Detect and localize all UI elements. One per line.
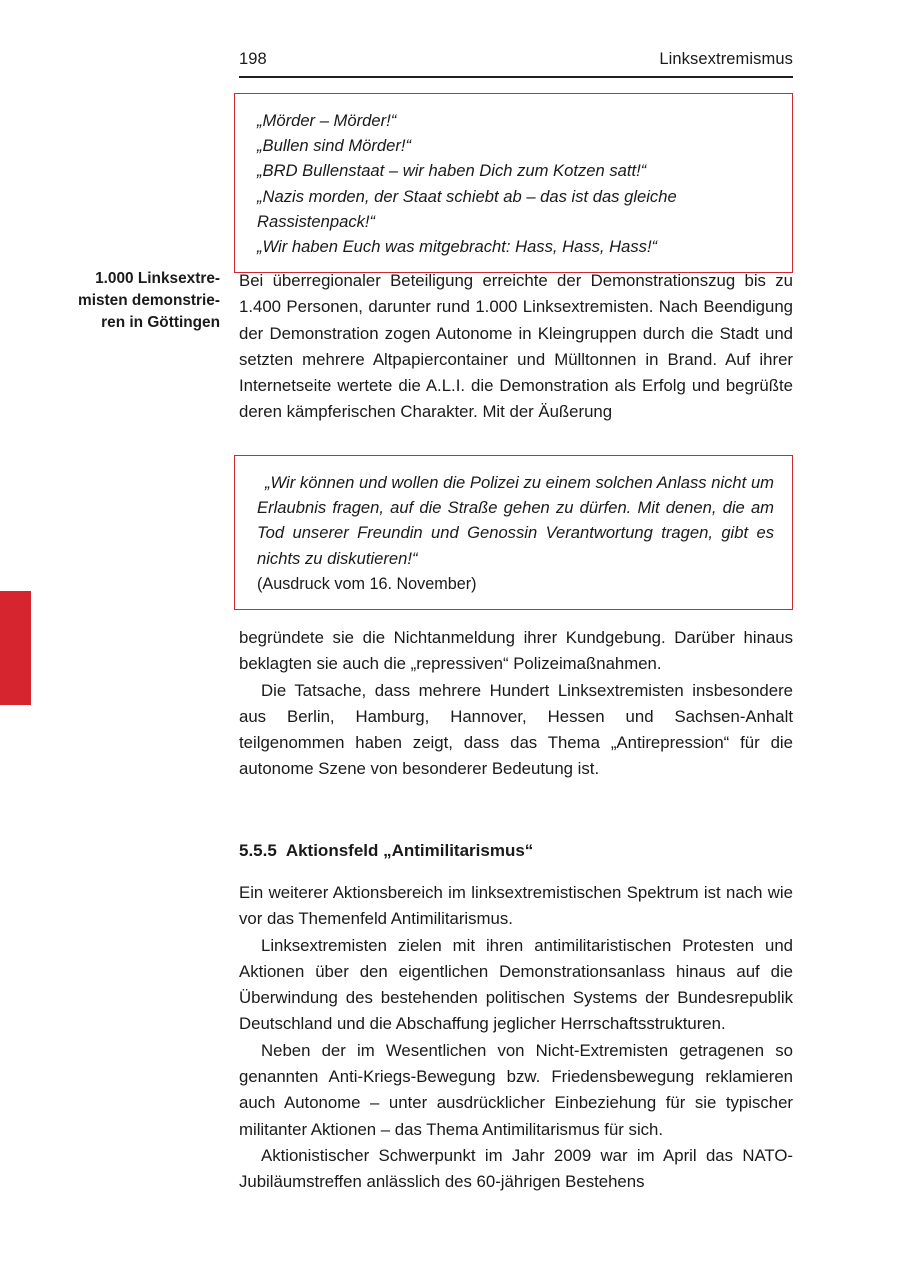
paragraph: Ein weiterer Aktionsbereich im linksextremistischen Spektrum ist nach wie vor das Themenfeld Antimilitarismus. <box>239 883 793 929</box>
paragraph: Linksextremisten zielen mit ihren antimilitaristischen Protesten und Aktionen über den eigentlichen Demonstrationsanlass hinaus auf die Überwindung des bestehenden politischen Systems der Bundesrepublik Deutschland und die Abschaffung jeglicher Herrschaftsstrukturen. <box>239 935 793 1034</box>
quote-source: (Ausdruck vom 16. November) <box>257 574 477 593</box>
body-block-middle <box>239 625 793 783</box>
paragraph: Neben der im Wesentlichen von Nicht-Extremisten getragenen so genannten Anti-Kriegs-Bewegung bzw. Friedensbewegung reklamieren auch Autonome – unter ausdrücklicher Einbeziehung für sie typischer militanter Aktionen – das Thema Antimilitarismus für sich. <box>239 1040 793 1139</box>
margin-note <box>30 268 220 334</box>
quote-line: „Nazis morden, der Staat schiebt ab – das ist das gleiche Rassistenpack!“ <box>257 186 677 231</box>
margin-note-line: 1.000 Linksextre- <box>95 270 220 287</box>
quote-line: „Wir haben Euch was mitgebracht: Hass, Hass, Hass!“ <box>257 237 658 257</box>
section-number: 5.5.5 <box>239 841 277 860</box>
section-heading <box>239 841 793 861</box>
body-block-upper <box>239 268 793 426</box>
quote-box-statement <box>234 455 793 610</box>
quote-line: „Bullen sind Mörder!“ <box>257 136 412 156</box>
section-title: Aktionsfeld „Antimilitarismus“ <box>285 841 534 860</box>
paragraph: Bei überregionaler Beteiligung erreichte der Demonstrationszug bis zu 1.400 Personen, darunter rund 1.000 Linksextremisten. Nach Beendigung der Demonstration zogen Autonome in Kleingruppen durch die Stadt und setzten mehrere Altpapiercontainer und Mülltonnen in Brand. Auf ihrer Internetseite wertete die A.L.I. die Demonstration als Erfolg und begrüßte deren kämpferischen Charakter. Mit der Äußerung <box>239 271 793 422</box>
body-block-lower <box>239 880 793 1195</box>
quote-text: „Wir können und wollen die Polizei zu einem solchen Anlass nicht um Erlaubnis fragen, auf die Straße gehen zu dürfen. Mit denen, die am Tod unserer Freundin und Genossin Verantwortung tragen, gibt es nichts zu diskutieren!“ <box>257 473 774 568</box>
paragraph: Aktionistischer Schwerpunkt im Jahr 2009 war im April das NATO-Jubiläumstreffen anlässlich des 60-jährigen Bestehens <box>239 1145 793 1192</box>
margin-note-line: misten demonstrie- <box>78 291 220 309</box>
chapter-side-tab <box>0 591 31 705</box>
running-head <box>239 50 793 69</box>
page-number: 198 <box>239 50 267 68</box>
paragraph: begründete sie die Nichtanmeldung ihrer Kundgebung. Darüber hinaus beklagten sie auch die „repressiven“ Polizeimaßnahmen. <box>239 628 793 674</box>
chapter-title: Linksextremismus <box>659 50 793 68</box>
quote-box-slogans <box>234 93 793 273</box>
header-rule <box>239 76 793 78</box>
margin-note-line: ren in Göttingen <box>101 313 220 331</box>
quote-line: „BRD Bullenstaat – wir haben Dich zum Kotzen satt!“ <box>257 161 647 181</box>
quote-line: „Mörder – Mörder!“ <box>257 111 397 130</box>
paragraph: Die Tatsache, dass mehrere Hundert Linksextremisten insbesondere aus Berlin, Hamburg, Hannover, Hessen und Sachsen-Anhalt teilgenommen haben zeigt, dass das Thema „Antirepression“ für die autonome Szene von besonderer Bedeutung ist. <box>239 680 793 779</box>
